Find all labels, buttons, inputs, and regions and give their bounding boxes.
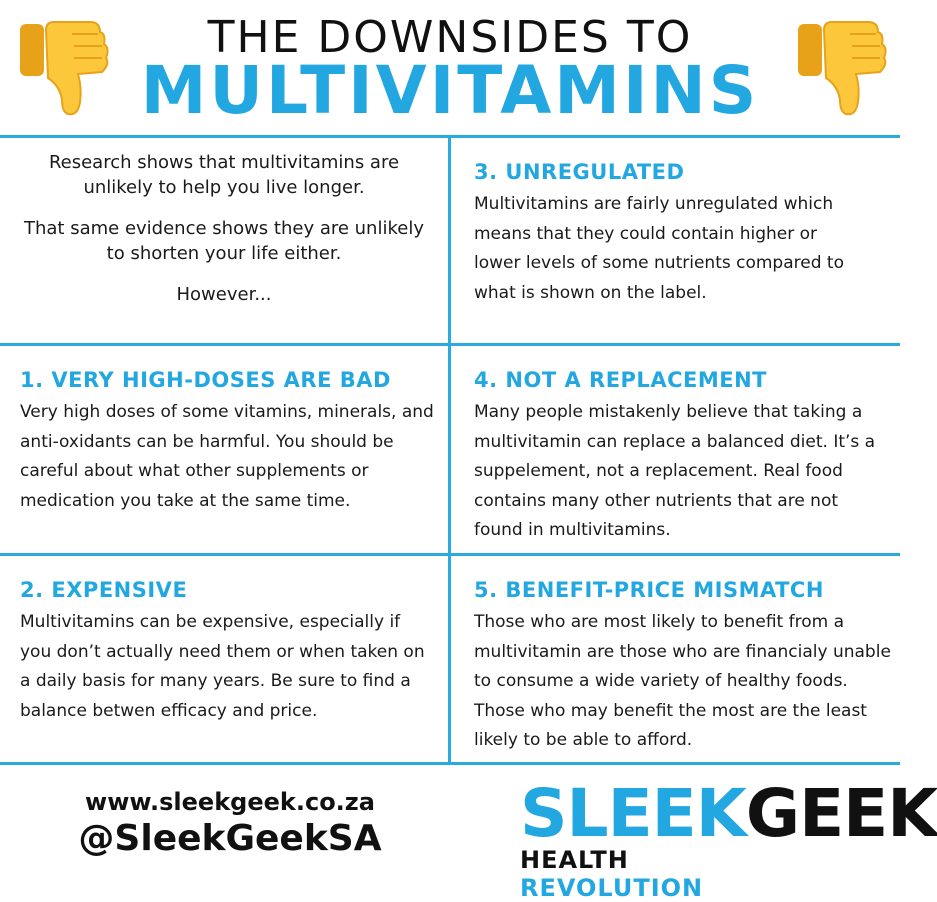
title-top: THE DOWNSIDES TO — [207, 12, 693, 63]
logo-tag-health: HEALTH — [520, 846, 629, 874]
intro-line: That same evidence shows they are unlikely to shorten your life either. — [24, 218, 424, 264]
point-high-doses — [20, 368, 442, 516]
page-title: MULTIVITAMINS — [140, 52, 760, 129]
logo-word-geek: GEEK — [745, 775, 937, 852]
point-body: Very high doses of some vitamins, minerals, and anti-oxidants can be harmful. You should be careful about what other supplements or medication you take at the same time. — [20, 402, 434, 511]
point-body: Many people mistakenly believe that taking a multivitamin can replace a balanced diet. It’s a suppelement, not a replacement. Real food contains many other nutrients that are not found in multivitamins. — [474, 402, 876, 540]
intro-text — [0, 150, 448, 323]
point-title: 3. UNREGULATED — [474, 160, 685, 184]
website-url: www.sleekgeek.co.za — [85, 788, 375, 816]
social-handle: @SleekGeekSA — [78, 818, 382, 859]
intro-line: Research shows that multivitamins are unlikely to help you live longer. — [48, 152, 400, 198]
point-unregulated — [474, 160, 894, 308]
point-expensive — [20, 578, 440, 726]
logo-tag-revolution: REVOLUTION — [520, 874, 704, 902]
divider — [448, 135, 451, 765]
point-body: Multivitamins are fairly unregulated which means that they could contain higher or lower levels of some nutrients compared to what is shown on the label. — [474, 194, 844, 303]
point-body: Multivitamins can be expensive, especially if you don’t actually need them or when taken on a daily basis for many years. Be sure to find a balance betwen efficacy and price. — [20, 612, 425, 721]
logo-word-sleek: SLEEK — [520, 775, 746, 852]
point-benefit-price — [474, 578, 898, 756]
point-title: 4. NOT A REPLACEMENT — [474, 368, 767, 392]
point-title: 2. EXPENSIVE — [20, 578, 188, 602]
header — [0, 0, 900, 135]
brand-logo — [520, 775, 937, 902]
intro-line: However... — [176, 284, 272, 305]
thumbs-down-icon — [790, 16, 886, 120]
point-body: Those who are most likely to benefit from a multivitamin are those who are financialy unable to consume a wide variety of healthy foods. Those who may benefit the most are the least likely to be able to afford. — [474, 612, 891, 750]
point-title: 5. BENEFIT-PRICE MISMATCH — [474, 578, 824, 602]
point-title: 1. VERY HIGH-DOSES ARE BAD — [20, 368, 391, 392]
point-not-replacement — [474, 368, 894, 546]
